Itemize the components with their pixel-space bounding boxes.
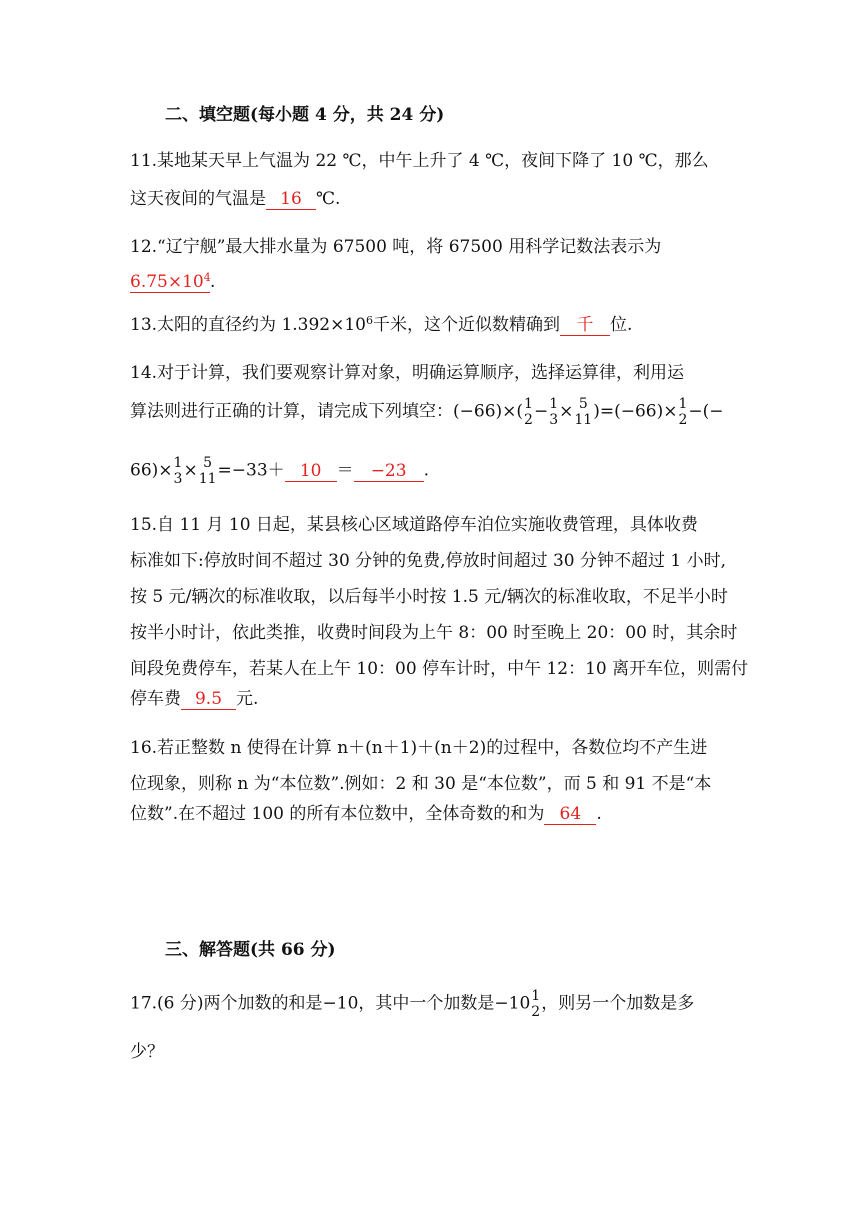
q16-text-post: . bbox=[596, 804, 602, 824]
q14-text-d: 66)× bbox=[130, 460, 173, 481]
q13-text-pre: 13.太阳的直径约为 1.392×10 bbox=[130, 315, 366, 335]
q12-answer bbox=[130, 273, 210, 293]
q14-times-a: × bbox=[559, 401, 574, 422]
q14-text-c: −(− bbox=[688, 401, 724, 422]
q14-fraction-half-a: 1 2 bbox=[524, 396, 533, 428]
q14-fraction-half-b: 1 2 bbox=[678, 396, 688, 428]
q17-line-2: 少？ bbox=[130, 1042, 164, 1062]
q17-line-1 bbox=[130, 988, 694, 1020]
q11-line-1: 11.某地某天早上气温为 22 ℃，中午上升了 4 ℃，夜间下降了 10 ℃，那么 bbox=[130, 151, 709, 171]
q14-minus: − bbox=[533, 401, 549, 422]
q12-line-1: 12.“辽宁舰”最大排水量为 67500 吨，将 67500 用科学记数法表示为 bbox=[130, 237, 662, 257]
q13-line bbox=[130, 314, 632, 336]
q12-period: . bbox=[210, 272, 216, 292]
q11-text: 这天夜间的气温是 bbox=[130, 189, 266, 209]
q16-line-3 bbox=[130, 803, 602, 825]
q14-fraction-third-a: 1 3 bbox=[549, 396, 559, 428]
q14-answer-2: −23 bbox=[354, 462, 424, 482]
q12-answer-base: 6.75×10 bbox=[130, 272, 204, 292]
q11-line-2 bbox=[130, 188, 340, 210]
q14-line-1: 14.对于计算，我们要观察计算对象，明确运算顺序，选择运算律，利用运 bbox=[130, 363, 685, 383]
q17-text-pre: 17.(6 分)两个加数的和是−10，其中一个加数是−10 bbox=[130, 993, 531, 1014]
q15-line-3: 按 5 元/辆次的标准收取，以后每半小时按 1.5 元/辆次的标准收取，不足半小时 bbox=[130, 587, 728, 607]
q15-line-4: 按半小时计，依此类推，收费时间段为上午 8：00 时至晚上 20：00 时，其余时 bbox=[130, 623, 738, 643]
section-2-title: 二、填空题(每小题 4 分，共 24 分) bbox=[165, 105, 445, 125]
q15-line-6 bbox=[130, 688, 258, 710]
q16-line-1: 16.若正整数 n 使得在计算 n＋(n＋1)＋(n＋2)的过程中，各数位均不产生进 bbox=[130, 738, 708, 758]
q15-line-1: 15.自 11 月 10 日起，某县核心区域道路停车泊位实施收费管理，具体收费 bbox=[130, 515, 698, 535]
q15-answer: 9.5 bbox=[181, 690, 236, 710]
q17-text-post: ，则另一个加数是多 bbox=[541, 993, 695, 1014]
q14-fraction-5-11-b: 5 11 bbox=[198, 455, 217, 487]
q12-line-2 bbox=[130, 271, 215, 293]
q14-fraction-5-11-a: 5 11 bbox=[574, 396, 593, 428]
q12-answer-exponent: 4 bbox=[203, 271, 211, 284]
q14-text-e: =−33＋ bbox=[217, 460, 285, 481]
q11-answer: 16 bbox=[266, 190, 316, 210]
q14-line-3 bbox=[130, 455, 429, 487]
q11-unit: ℃. bbox=[316, 189, 341, 209]
q15-line-2: 标准如下:停放时间不超过 30 分钟的免费,停放时间超过 30 分钟不超过 1 小时, bbox=[130, 551, 727, 571]
q15-text-post: 元. bbox=[236, 689, 259, 709]
q16-answer: 64 bbox=[544, 805, 596, 825]
q13-text-mid: 千米，这个近似数精确到 bbox=[372, 315, 560, 335]
q14-text-b: )=(−66)× bbox=[593, 401, 678, 422]
q16-line-2: 位现象，则称 n 为“本位数”.例如：2 和 30 是“本位数”，而 5 和 91 不是“本 bbox=[130, 774, 712, 794]
q14-period: . bbox=[423, 460, 430, 481]
section-3-title: 三、解答题(共 66 分) bbox=[165, 940, 336, 960]
q13-exponent: 6 bbox=[365, 314, 373, 327]
q14-times-b: × bbox=[183, 460, 198, 481]
q17-fraction-half: 1 2 bbox=[531, 988, 541, 1020]
q14-equals: ＝ bbox=[336, 460, 354, 481]
q13-answer: 千 bbox=[560, 316, 610, 336]
q13-text-post: 位. bbox=[609, 315, 633, 335]
q14-fraction-third-b: 1 3 bbox=[173, 455, 183, 487]
q15-text-pre: 停车费 bbox=[130, 689, 181, 709]
q16-text-pre: 位数”.在不超过 100 的所有本位数中，全体奇数的和为 bbox=[130, 804, 545, 824]
q14-line-2 bbox=[130, 396, 724, 428]
q15-line-5: 间段免费停车，若某人在上午 10：00 停车计时，中午 12：10 离开车位，则需付 bbox=[130, 659, 749, 679]
q14-answer-1: 10 bbox=[285, 462, 337, 482]
q14-text-a: 算法则进行正确的计算，请完成下列填空：(−66)×( bbox=[130, 401, 524, 422]
